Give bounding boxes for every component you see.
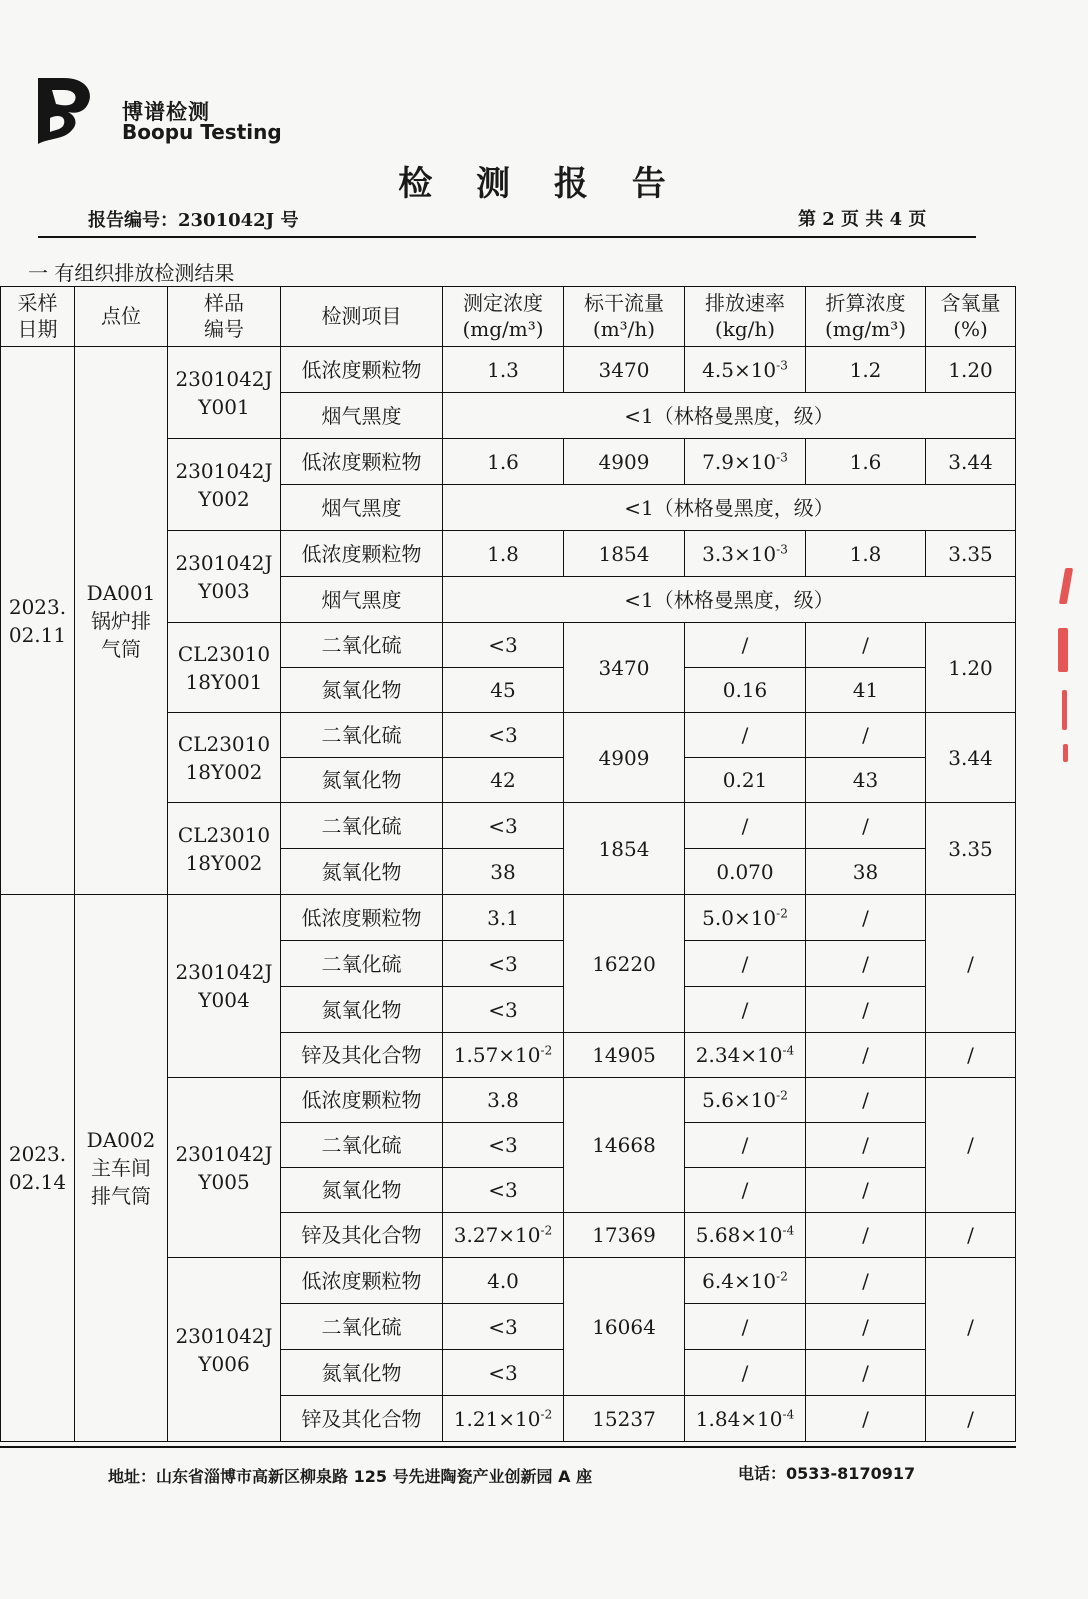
- header-item: 检测项目: [281, 287, 443, 347]
- converted-conc: /: [806, 1304, 926, 1350]
- converted-conc: /: [806, 987, 926, 1033]
- converted-conc: /: [806, 1123, 926, 1168]
- measured-conc: $1.57\times 10^{-2}$: [443, 1033, 564, 1078]
- item-name: 二氧化硫: [281, 1304, 443, 1350]
- emission-rate: $4.5\times 10^{-3}$: [685, 347, 806, 393]
- oxygen-content: /: [926, 1213, 1016, 1258]
- emission-rate: $6.4\times 10^{-2}$: [685, 1258, 806, 1304]
- footer-address: 地址：山东省淄博市高新区柳泉路 125 号先进陶瓷产业创新园 A 座: [108, 1467, 593, 1486]
- sampling-point: DA002 主车间 排气筒: [75, 895, 168, 1442]
- item-name: 低浓度颗粒物: [281, 439, 443, 485]
- converted-conc: /: [806, 1033, 926, 1078]
- converted-conc: /: [806, 803, 926, 849]
- sample-id: CL23010 18Y001: [168, 623, 281, 713]
- flow-rate: 14905: [564, 1033, 685, 1078]
- measured-conc: 38: [443, 849, 564, 895]
- item-name: 二氧化硫: [281, 623, 443, 668]
- emission-rate: $5.68\times 10^{-4}$: [685, 1213, 806, 1258]
- measured-conc: <3: [443, 987, 564, 1033]
- header-rule: [38, 236, 976, 238]
- converted-conc: /: [806, 1258, 926, 1304]
- item-name: 锌及其化合物: [281, 1033, 443, 1078]
- emission-rate: /: [685, 713, 806, 758]
- brand-name-cn: 博谱检测: [122, 100, 210, 124]
- header-conc: 测定浓度 (mg/m³): [443, 287, 564, 347]
- converted-conc: 41: [806, 668, 926, 713]
- page-info: 第 2 页 共 4 页: [798, 209, 927, 230]
- item-name: 二氧化硫: [281, 713, 443, 758]
- converted-conc: /: [806, 1078, 926, 1123]
- sampling-date: 2023. 02.14: [1, 895, 75, 1442]
- converted-conc: 38: [806, 849, 926, 895]
- item-name: 二氧化硫: [281, 803, 443, 849]
- flow-rate: 4909: [564, 439, 685, 485]
- measured-conc: 1.6: [443, 439, 564, 485]
- measured-conc: $3.27\times 10^{-2}$: [443, 1213, 564, 1258]
- emission-rate: /: [685, 1123, 806, 1168]
- converted-conc: /: [806, 1213, 926, 1258]
- emission-rate: 0.070: [685, 849, 806, 895]
- converted-conc: 1.8: [806, 531, 926, 577]
- header-flow: 标干流量 (m³/h): [564, 287, 685, 347]
- footer-phone: 电话：0533-8170917: [738, 1464, 916, 1483]
- oxygen-content: /: [926, 1396, 1016, 1442]
- oxygen-content: 3.44: [926, 713, 1016, 803]
- item-name: 低浓度颗粒物: [281, 1258, 443, 1304]
- flow-rate: 17369: [564, 1213, 685, 1258]
- item-name: 锌及其化合物: [281, 1396, 443, 1442]
- converted-conc: /: [806, 1350, 926, 1396]
- flow-rate: 16064: [564, 1258, 685, 1396]
- emission-rate: $5.0\times 10^{-2}$: [685, 895, 806, 941]
- sample-id: 2301042J Y003: [168, 531, 281, 623]
- report-number: 报告编号：2301042J 号: [88, 210, 299, 231]
- item-name: 氮氧化物: [281, 758, 443, 803]
- emission-rate: /: [685, 987, 806, 1033]
- emission-rate: /: [685, 941, 806, 987]
- brand-name-en: Boopu Testing: [122, 120, 282, 144]
- measured-conc: <3: [443, 1123, 564, 1168]
- item-name: 二氧化硫: [281, 1123, 443, 1168]
- oxygen-content: /: [926, 1078, 1016, 1213]
- item-name: 低浓度颗粒物: [281, 531, 443, 577]
- item-name: 烟气黑度: [281, 485, 443, 531]
- flow-rate: 16220: [564, 895, 685, 1033]
- measured-conc: 3.1: [443, 895, 564, 941]
- flow-rate: 1854: [564, 531, 685, 577]
- measured-conc: <3: [443, 803, 564, 849]
- measured-conc: <3: [443, 623, 564, 668]
- emission-rate: /: [685, 1350, 806, 1396]
- item-name: 氮氧化物: [281, 1168, 443, 1213]
- header-sample: 样品 编号: [168, 287, 281, 347]
- measured-conc: <3: [443, 1350, 564, 1396]
- header-row: [1, 287, 1016, 347]
- oxygen-content: /: [926, 1258, 1016, 1396]
- flow-rate: 1854: [564, 803, 685, 895]
- header-date: 采样 日期: [1, 287, 75, 347]
- header-rate: 排放速率 (kg/h): [685, 287, 806, 347]
- oxygen-content: 3.44: [926, 439, 1016, 485]
- measured-conc: <3: [443, 1168, 564, 1213]
- emission-rate: $2.34\times 10^{-4}$: [685, 1033, 806, 1078]
- converted-conc: /: [806, 713, 926, 758]
- item-name: 锌及其化合物: [281, 1213, 443, 1258]
- smoke-result: <1（林格曼黑度，级）: [443, 485, 1016, 531]
- sample-id: CL23010 18Y002: [168, 713, 281, 803]
- oxygen-content: 3.35: [926, 531, 1016, 577]
- converted-conc: /: [806, 1396, 926, 1442]
- emission-rate: $7.9\times 10^{-3}$: [685, 439, 806, 485]
- converted-conc: 43: [806, 758, 926, 803]
- flow-rate: 15237: [564, 1396, 685, 1442]
- item-name: 低浓度颗粒物: [281, 347, 443, 393]
- section-title: 一 有组织排放检测结果: [28, 261, 235, 285]
- smoke-result: <1（林格曼黑度，级）: [443, 577, 1016, 623]
- emission-rate: /: [685, 1304, 806, 1350]
- measured-conc: 42: [443, 758, 564, 803]
- item-name: 烟气黑度: [281, 393, 443, 439]
- emission-rate: $3.3\times 10^{-3}$: [685, 531, 806, 577]
- emission-rate: 0.21: [685, 758, 806, 803]
- emission-rate: $5.6\times 10^{-2}$: [685, 1078, 806, 1123]
- table-row: [1, 347, 1016, 393]
- oxygen-content: /: [926, 895, 1016, 1033]
- report-title: 检 测 报 告: [398, 164, 682, 204]
- flow-rate: 14668: [564, 1078, 685, 1213]
- sample-id: 2301042J Y002: [168, 439, 281, 531]
- measured-conc: 3.8: [443, 1078, 564, 1123]
- converted-conc: /: [806, 623, 926, 668]
- footer-rule: [0, 1446, 1016, 1448]
- flow-rate: 4909: [564, 713, 685, 803]
- measured-conc: $1.21\times 10^{-2}$: [443, 1396, 564, 1442]
- item-name: 氮氧化物: [281, 987, 443, 1033]
- table-row: [1, 895, 1016, 941]
- flow-rate: 3470: [564, 623, 685, 713]
- sample-id: 2301042J Y004: [168, 895, 281, 1078]
- oxygen-content: 3.35: [926, 803, 1016, 895]
- oxygen-content: /: [926, 1033, 1016, 1078]
- boopu-logo-icon: [34, 74, 98, 148]
- emission-rate: /: [685, 623, 806, 668]
- converted-conc: /: [806, 895, 926, 941]
- sample-id: 2301042J Y001: [168, 347, 281, 439]
- emission-rate: $1.84\times 10^{-4}$: [685, 1396, 806, 1442]
- smoke-result: <1（林格曼黑度，级）: [443, 393, 1016, 439]
- header-conv: 折算浓度 (mg/m³): [806, 287, 926, 347]
- header-point: 点位: [75, 287, 168, 347]
- oxygen-content: 1.20: [926, 623, 1016, 713]
- flow-rate: 3470: [564, 347, 685, 393]
- sampling-date: 2023. 02.11: [1, 347, 75, 895]
- item-name: 低浓度颗粒物: [281, 895, 443, 941]
- emission-rate: 0.16: [685, 668, 806, 713]
- item-name: 低浓度颗粒物: [281, 1078, 443, 1123]
- sample-id: 2301042J Y005: [168, 1078, 281, 1258]
- item-name: 二氧化硫: [281, 941, 443, 987]
- results-table: [0, 286, 1016, 1442]
- converted-conc: /: [806, 1168, 926, 1213]
- item-name: 氮氧化物: [281, 1350, 443, 1396]
- sampling-point: DA001 锅炉排 气筒: [75, 347, 168, 895]
- item-name: 烟气黑度: [281, 577, 443, 623]
- measured-conc: 4.0: [443, 1258, 564, 1304]
- sample-id: CL23010 18Y002: [168, 803, 281, 895]
- item-name: 氮氧化物: [281, 849, 443, 895]
- measured-conc: 45: [443, 668, 564, 713]
- oxygen-content: 1.20: [926, 347, 1016, 393]
- header-oxy: 含氧量 (%): [926, 287, 1016, 347]
- item-name: 氮氧化物: [281, 668, 443, 713]
- converted-conc: 1.6: [806, 439, 926, 485]
- emission-rate: /: [685, 803, 806, 849]
- measured-conc: <3: [443, 941, 564, 987]
- measured-conc: 1.8: [443, 531, 564, 577]
- measured-conc: <3: [443, 713, 564, 758]
- emission-rate: /: [685, 1168, 806, 1213]
- converted-conc: /: [806, 941, 926, 987]
- sample-id: 2301042J Y006: [168, 1258, 281, 1442]
- converted-conc: 1.2: [806, 347, 926, 393]
- measured-conc: <3: [443, 1304, 564, 1350]
- measured-conc: 1.3: [443, 347, 564, 393]
